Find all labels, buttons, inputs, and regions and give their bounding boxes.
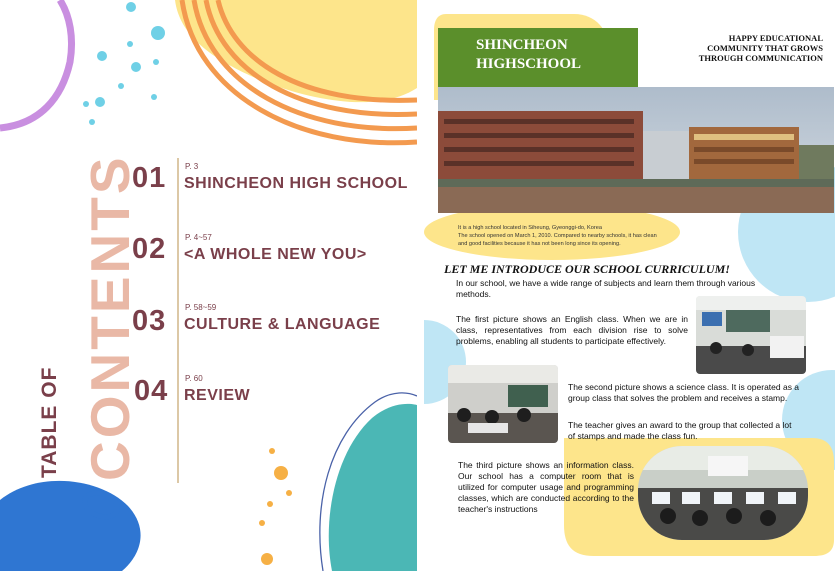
contents-label: CONTENTS — [79, 154, 141, 481]
toc-entry-title[interactable]: SHINCHEON HIGH SCHOOL — [184, 175, 408, 192]
toc-entry-title[interactable]: REVIEW — [184, 387, 251, 404]
toc-entry-number: 02 — [132, 233, 167, 265]
school-name-banner — [438, 28, 638, 90]
table-of-contents-page — [0, 0, 417, 571]
science-class-paragraph-1: The second picture shows a science class. It is operated as a group class that solves the problem and receives a stamp. — [568, 382, 800, 403]
photo-caption — [458, 224, 698, 248]
caption-line: It is a high school located in Siheung, Gyeonggi-do, Korea — [458, 225, 602, 231]
cyan-dots — [83, 2, 165, 125]
toc-entry-number: 04 — [134, 375, 169, 407]
information-class-photo — [638, 446, 808, 540]
slogan-line: HAPPY EDUCATIONAL — [728, 33, 823, 43]
school-building-photo — [438, 87, 834, 213]
lilac-curve — [0, 0, 72, 128]
left-page-decoration — [0, 0, 417, 571]
intro-paragraph: In our school, we have a wide range of subjects and learn them through various methods. — [456, 278, 756, 299]
caption-line: The school opened on March 1, 2010. Compared to nearby schools, it has clean — [458, 233, 657, 239]
slogan-line: COMMUNITY THAT GROWS — [707, 43, 823, 53]
toc-divider — [177, 158, 179, 483]
banner-line-1: SHINCHEON — [476, 37, 568, 53]
curriculum-heading: LET ME INTRODUCE OUR SCHOOL CURRICULUM! — [444, 262, 730, 276]
toc-entry-page: P. 3 — [185, 162, 199, 171]
english-class-photo — [696, 296, 806, 374]
orange-dots — [259, 448, 292, 565]
toc-entry-title[interactable]: CULTURE & LANGUAGE — [184, 316, 381, 333]
teal-blob — [329, 404, 417, 571]
toc-entry-page: P. 58~59 — [185, 303, 217, 312]
blue-blob — [0, 481, 141, 571]
toc-entry-number: 01 — [132, 162, 167, 194]
table-of-label: TABLE OF — [38, 366, 61, 478]
slogan-line: THROUGH COMMUNICATION — [698, 53, 823, 63]
science-class-photo — [448, 365, 558, 443]
science-class-paragraph-2: The teacher gives an award to the group that collected a lot of stamps and made the class fun. — [568, 420, 792, 441]
toc-entry-page: P. 60 — [185, 374, 203, 383]
school-article-page — [424, 0, 835, 571]
banner-line-2: HIGHSCHOOL — [476, 56, 582, 72]
toc-entry-title[interactable]: <A WHOLE NEW YOU> — [184, 246, 367, 263]
information-class-paragraph: The third picture shows an information class. Our school has a computer room that is utilized for computer usage and programming classes, which are conducted according to the teacher's instructions — [458, 460, 634, 514]
school-slogan — [663, 33, 823, 63]
toc-entry-number: 03 — [132, 305, 167, 337]
toc-entry-page: P. 4~57 — [185, 233, 212, 242]
caption-line: and good facilities because it has not been long since its opening. — [458, 241, 621, 247]
english-class-paragraph: The first picture shows an English class. When we are in class, representatives from each division rise to solve problems, enabling all students to participate effectively. — [456, 314, 688, 346]
page-gutter — [417, 0, 424, 571]
